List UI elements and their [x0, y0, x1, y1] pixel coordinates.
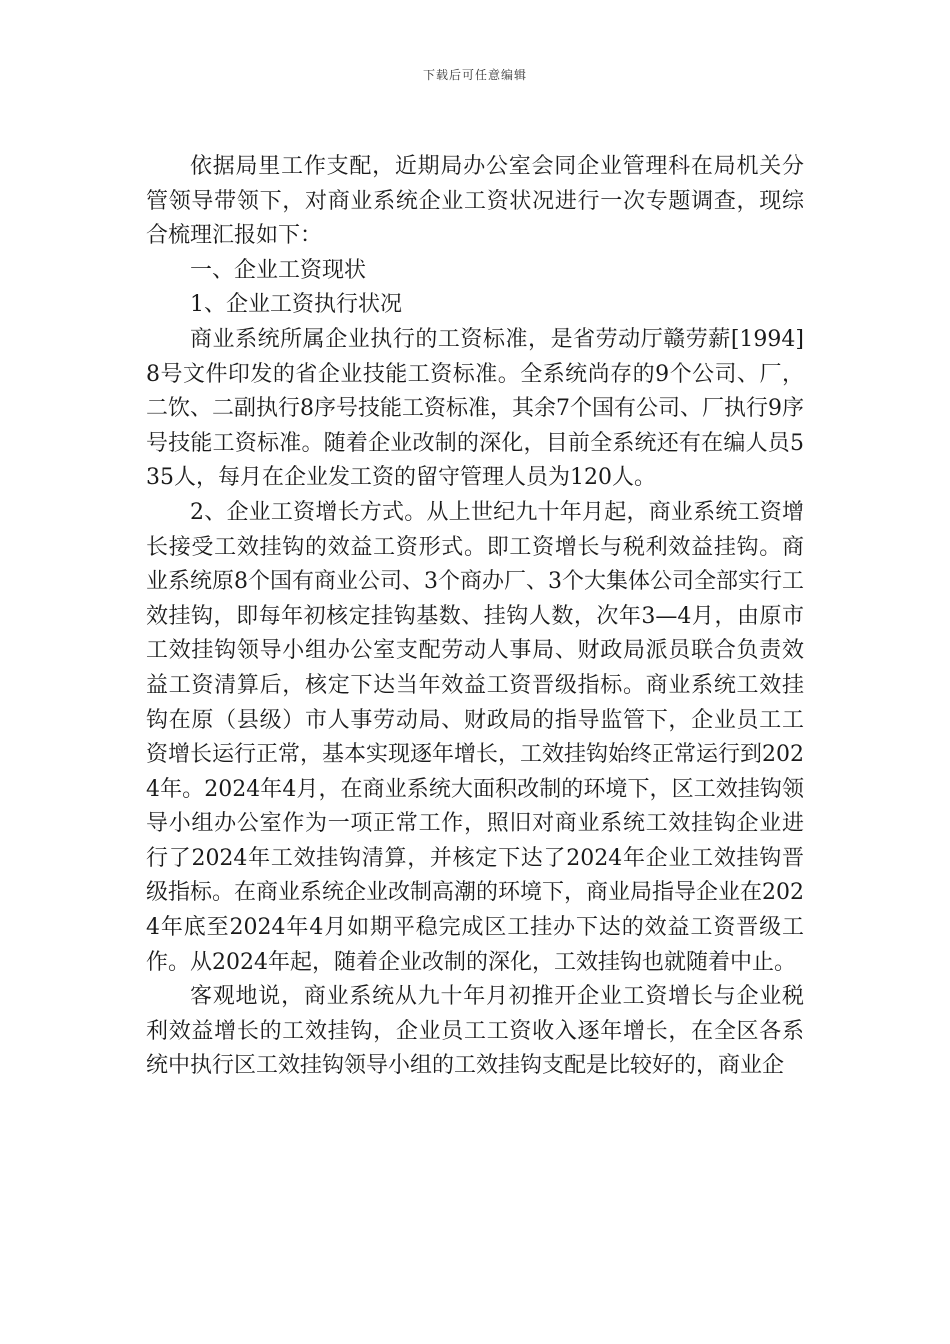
- paragraph-wage-standard: 商业系统所属企业执行的工资标准，是省劳动厅赣劳薪[1994]8号文件印发的省企业技能工资标准。全系统尚存的9个公司、厂，二饮、二副执行8序号技能工资标准，其余7个国有公司、厂执行9序号技能工资标准。随着企业改制的深化，目前全系统还有在编人员535人，每月在企业发工资的留守管理人员为120人。: [146, 326, 804, 491]
- page-header-note: 下载后可任意编辑: [422, 68, 527, 82]
- subsection-heading-1: 1、企业工资执行状况: [190, 292, 402, 318]
- paragraph-intro: 依据局里工作支配，近期局办公室会同企业管理科在局机关分管领导带领下，对商业系统企业工资状况进行一次专题调查，现综合梳理汇报如下：: [146, 154, 804, 249]
- paragraph-wage-growth: 2、企业工资增长方式。从上世纪九十年月起，商业系统工资增长接受工效挂钩的效益工资形式。即工资增长与税利效益挂钩。商业系统原8个国有商业公司、3个商办厂、3个大集体公司全部实行工效挂钩，即每年初核定挂钩基数、挂钩人数，次年3—4月，由原市工效挂钩领导小组办公室支配劳动人事局、财政局派员联合负责效益工资清算后，核定下达当年效益工资晋级指标。商业系统工效挂钩在原（县级）市人事劳动局、财政局的指导监管下，企业员工工资增长运行正常，基本实现逐年增长，工效挂钩始终正常运行到2024年。2024年4月，在商业系统大面积改制的环境下，区工效挂钩领导小组办公室作为一项正常工作，照旧对商业系统工效挂钩企业进行了2024年工效挂钩清算，并核定下达了2024年企业工效挂钩晋级指标。在商业系统企业改制高潮的环境下，商业局指导企业在2024年底至2024年4月如期平稳完成区工挂办下达的效益工资晋级工作。从2024年起，随着企业改制的深化，工效挂钩也就随着中止。: [146, 499, 804, 975]
- section-heading-1: 一、企业工资现状: [190, 257, 367, 283]
- document-body: [146, 150, 804, 1084]
- paragraph-assessment: 客观地说，商业系统从九十年月初推开企业工资增长与企业税利效益增长的工效挂钩，企业员工工资收入逐年增长，在全区各系统中执行区工效挂钩领导小组的工效挂钩支配是比较好的，商业企: [146, 984, 804, 1079]
